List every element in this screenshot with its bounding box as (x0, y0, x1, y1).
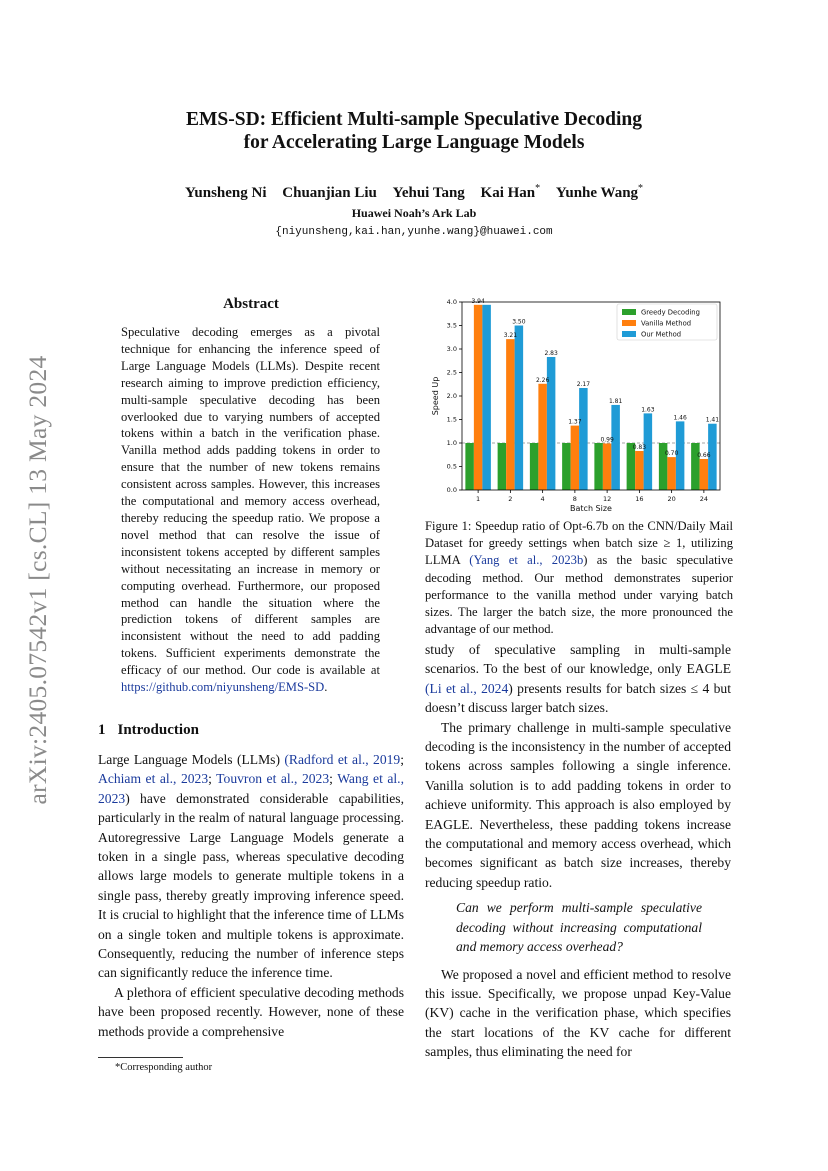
citation-link[interactable]: (Radford et al., 2019 (284, 752, 401, 767)
data-label: 0.70 (664, 450, 679, 458)
title-line-2: for Accelerating Large Language Models (243, 132, 585, 153)
author-list (0, 183, 828, 202)
y-axis-label: Speed Up (431, 376, 440, 416)
bar (506, 339, 515, 490)
figure-caption: Figure 1: Speedup ratio of Opt-6.7b on the CNN/Daily Mail Dataset for greedy settings when batch size ≥ 1, utilizing LLMA (Yang et al., 2023b) as the basic speculative decoding method. Our method demonstrates superior performance to the vanilla method under varying batch sizes. The larger the batch size, the more pronounced the advantage of our method. (425, 519, 733, 637)
x-tick-label: 1 (476, 495, 481, 503)
bar (530, 443, 539, 490)
citation-link[interactable]: Achiam et al., 2023 (98, 771, 209, 787)
bar (562, 443, 571, 490)
y-tick-label: 3.5 (446, 321, 457, 330)
author: Kai Han* (480, 183, 541, 201)
abstract-text: Speculative decoding emerges as a pivotal technique for enhancing the inference speed of Large Language Models (LLMs). Despite recent research aiming to improve prediction efficiency, multi-sample speculative decoding has been overlooked due to varying numbers of accepted tokens within a batch in the verification phase. Vanilla method adds padding tokens in order to ensure that the number of new tokens remains consistent across samples. However, this increases the computational and memory access overhead, thereby reducing the speedup ratio. We propose a novel method that can resolve the issue of inconsistent tokens accepted by different samples without necessitating an increase in memory or computing overhead. Furthermore, our proposed method can handle the situation where the prediction tokens of different samples are inconsistent without the need to add padding tokens. Sufficient experiments demonstrate the efficacy of our method. Our code is available at https://github.com/niyunsheng/EMS-SD. (121, 325, 380, 695)
y-tick-label: 3.0 (446, 345, 457, 354)
y-tick-label: 0.0 (446, 486, 457, 495)
bar (700, 459, 709, 490)
data-label: 0.83 (632, 443, 647, 451)
x-tick-label: 4 (540, 495, 545, 503)
x-tick-label: 12 (602, 495, 612, 503)
bar (515, 326, 524, 491)
author: Yehui Tang (392, 185, 465, 201)
legend-label: Our Method (641, 330, 682, 339)
y-tick-label: 1.5 (446, 415, 457, 424)
paper-title (0, 108, 828, 154)
bar (571, 426, 580, 490)
x-tick-label: 16 (635, 495, 644, 503)
paragraph: We proposed a novel and efficient method to resolve this issue. Specifically, we propose unpad Key-Value (KV) cache in the verification phase, which specifies the start locations of the KV cache for different samples, thus eliminating the need for (425, 966, 731, 1060)
x-tick-label: 8 (572, 495, 577, 503)
citation-link[interactable]: Touvron et al., 2023 (216, 771, 330, 787)
footnote-divider (98, 1057, 183, 1058)
legend-label: Greedy Decoding (641, 308, 700, 317)
legend-swatch (622, 309, 636, 315)
section-title: Introduction (117, 722, 199, 738)
data-label: 3.94 (471, 297, 485, 305)
author: Yunsheng Ni (184, 185, 267, 201)
bar (482, 305, 491, 490)
y-tick-label: 1.0 (446, 439, 457, 448)
paragraph: study of speculative sampling in multi-sample scenarios. To the best of our knowledge, only EAGLE (Li et al., 2024) presents results for batch sizes ≤ 4 but doesn’t discuss larger batch sizes. (425, 642, 731, 716)
bar (611, 405, 620, 490)
paragraph: The primary challenge in multi-sample speculative decoding is the inconsistency in the number of accepted tokens across samples following a single inference. Vanilla solution is to add padding tokens in order to achieve uniformity. This approach is also employed by EAGLE. Nevertheless, these padding tokens increase the computational and memory access overhead, which becomes significant as batch size increases, thereby reducing speedup ratio. (425, 719, 731, 890)
bar (691, 443, 700, 490)
legend-swatch (622, 331, 636, 337)
citation-link[interactable]: (Yang et al., 2023b (469, 553, 584, 568)
data-label: 2.83 (544, 349, 558, 357)
data-label: 3.50 (512, 318, 526, 326)
y-tick-label: 2.0 (446, 392, 457, 401)
bar (465, 443, 474, 490)
data-label: 0.99 (600, 436, 614, 444)
data-label: 1.37 (568, 418, 582, 426)
citation-link[interactable]: Wang et al., 2023 (98, 771, 404, 806)
bar (644, 413, 653, 490)
x-tick-label: 20 (667, 495, 676, 503)
bar (579, 388, 588, 490)
data-label: 3.21 (503, 332, 518, 340)
citation-link[interactable]: (Li et al., 2024 (425, 680, 509, 696)
author: Yunhe Wang* (555, 183, 644, 201)
bar (603, 443, 612, 490)
x-axis-label: Batch Size (570, 504, 612, 513)
introduction-right-column (425, 640, 731, 1062)
bar (594, 443, 603, 490)
abstract-heading: Abstract (223, 296, 279, 312)
code-link[interactable]: https://github.com/niyunsheng/EMS-SD (121, 680, 325, 695)
paragraph: A plethora of efficient speculative decoding methods have been proposed recently. However, none of these methods provide a comprehensive (98, 984, 404, 1039)
arxiv-identifier (18, 300, 58, 860)
section-heading (98, 722, 199, 739)
data-label: 2.17 (576, 381, 591, 389)
x-tick-label: 2 (508, 495, 513, 503)
speedup-figure (422, 292, 734, 518)
bar (474, 305, 483, 490)
research-question: Can we perform multi-sample speculative decoding without increasing computational and memory access overhead? (456, 900, 702, 955)
bar (635, 451, 644, 490)
data-label: 1.41 (705, 416, 720, 424)
section-number: 1 (98, 722, 106, 738)
bar (498, 443, 507, 490)
data-label: 1.63 (641, 406, 655, 414)
footnote: *Corresponding author (115, 1062, 213, 1073)
arxiv-id-text: arXiv:2405.07542v1 [cs.CL] 13 May 2024 (23, 355, 52, 805)
bar (538, 384, 547, 490)
title-line-1: EMS-SD: Efficient Multi-sample Speculative Decoding (185, 109, 643, 130)
speedup-bar-chart (422, 292, 734, 518)
data-label: 0.66 (697, 451, 711, 459)
y-tick-label: 0.5 (446, 462, 457, 471)
x-tick-label: 24 (699, 495, 709, 503)
data-label: 2.26 (535, 376, 550, 384)
legend-swatch (622, 320, 636, 326)
author: Chuanjian Liu (282, 185, 377, 201)
y-tick-label: 2.5 (446, 368, 457, 377)
data-label: 1.46 (673, 414, 687, 422)
legend-label: Vanilla Method (641, 319, 692, 328)
y-tick-label: 4.0 (446, 298, 457, 307)
bar (667, 457, 676, 490)
data-label: 1.81 (608, 397, 623, 405)
author-email: {niyunsheng,kai.han,yunhe.wang}@huawei.com (275, 226, 553, 238)
introduction-left-column (98, 750, 404, 1041)
affiliation: Huawei Noah’s Ark Lab (351, 206, 477, 220)
paragraph: Large Language Models (LLMs) (Radford et al., 2019; Achiam et al., 2023; Touvron et al., 2023; Wang et al., 2023) have demonstrated considerable capabilities, particularly in the realm of natural language processing. Autoregressive Large Language Models generate a token in a single pass, whereas speculative decoding allows large models to generate multiple tokens in a single pass, thereby greatly improving inference speed. It is crucial to highlight that the inference time of LLMs on a single token and multiple tokens is approximate. Consequently, reducing the number of inference steps can significantly reduce the inference time. (98, 752, 404, 981)
